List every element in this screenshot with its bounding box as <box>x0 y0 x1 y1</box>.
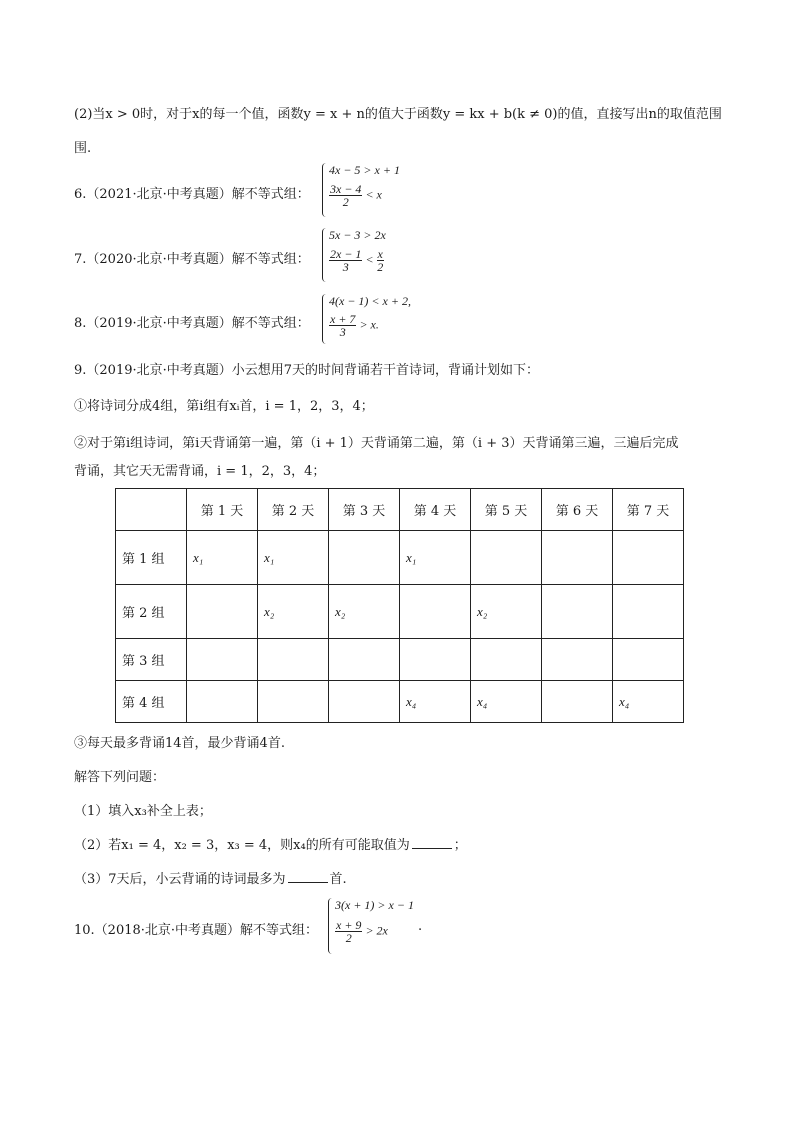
q9-step2-line1: ②对于第i组诗词，第i天背诵第一遍，第（i + 1）天背诵第二遍，第（i + 3）天背诵第三遍，三遍后完成 <box>74 436 679 451</box>
q9-sub3 <box>74 868 347 887</box>
q6-brace <box>322 163 328 217</box>
q7-ineq2-num: 2x − 1 <box>330 247 362 261</box>
table-row-label: 第 1 组 <box>116 531 187 585</box>
q7-ineq2-mid: < <box>365 252 374 267</box>
table-cell <box>329 639 400 681</box>
table-cell <box>258 639 329 681</box>
q7-prefix: 7.（2020·北京·中考真题）解不等式组： <box>74 252 310 267</box>
table-cell: x₁ <box>258 531 329 585</box>
recitation-plan-table <box>115 488 684 723</box>
q7-brace <box>322 228 328 282</box>
table-cell: x₁ <box>400 531 471 585</box>
table-cell <box>329 681 400 723</box>
q5-part2-line2: 围. <box>74 141 92 156</box>
q6-ineq2 <box>329 183 382 208</box>
table-cell <box>613 585 684 639</box>
table-cell <box>542 585 613 639</box>
table-cell <box>400 639 471 681</box>
q9-step2-line2: 背诵，其它天无需背诵，i = 1，2，3，4； <box>74 464 326 479</box>
table-cell: x₂ <box>471 585 542 639</box>
table-header-cell: 第 4 天 <box>400 489 471 531</box>
q9-step1: ①将诗词分成4组，第i组有xᵢ首，i = 1，2，3，4； <box>74 399 374 414</box>
table-cell: x₂ <box>258 585 329 639</box>
table-header-cell: 第 3 天 <box>329 489 400 531</box>
table-row <box>116 531 684 585</box>
q9-sub3-end: 首. <box>329 872 347 887</box>
table-header-cell: 第 7 天 <box>613 489 684 531</box>
q8-ineq1: 4(x − 1) < x + 2, <box>329 294 411 308</box>
q7-ineq2-rnum: x <box>377 247 383 261</box>
table-cell <box>471 531 542 585</box>
table-cell: x₄ <box>400 681 471 723</box>
table-cell <box>187 681 258 723</box>
table-cell <box>613 639 684 681</box>
q8-ineq2-rest: > x. <box>359 317 379 332</box>
table-cell <box>613 531 684 585</box>
q8-brace <box>322 294 328 344</box>
table-cell <box>400 585 471 639</box>
table-row-label: 第 4 组 <box>116 681 187 723</box>
q10-brace <box>328 898 334 954</box>
q10-ineq2 <box>335 919 388 944</box>
table-cell <box>542 639 613 681</box>
table-cell: x₂ <box>329 585 400 639</box>
answer-blank[interactable] <box>412 848 452 849</box>
table-cell <box>258 681 329 723</box>
q7-ineq2 <box>329 248 384 273</box>
q9-sub2-end: ； <box>453 838 467 853</box>
q10-ineq2-den: 2 <box>345 931 352 945</box>
q6-ineq2-den: 2 <box>342 195 349 209</box>
table-header-cell <box>116 489 187 531</box>
table-header-cell: 第 2 天 <box>258 489 329 531</box>
q9-step3: ③每天最多背诵14首，最少背诵4首. <box>74 736 285 751</box>
table-cell: x₄ <box>613 681 684 723</box>
table-cell <box>542 681 613 723</box>
table-cell <box>542 531 613 585</box>
table-header-row <box>116 489 684 531</box>
q10-ineq2-rest: > 2x <box>365 923 388 938</box>
answer-blank[interactable] <box>288 882 328 883</box>
table-row-label: 第 2 组 <box>116 585 187 639</box>
table-row <box>116 639 684 681</box>
table-header-cell: 第 1 天 <box>187 489 258 531</box>
q5-part2-line1: (2)当x > 0时，对于x的每一个值，函数y = x + n的值大于函数y = kx + b(k ≠ 0)的值，直接写出n的取值范围 <box>74 107 722 122</box>
table-row <box>116 681 684 723</box>
q10-ineq2-num: x + 9 <box>336 918 362 932</box>
q9-sub1: （1）填入x₃补全上表； <box>74 804 212 819</box>
q9-intro: 9.（2019·北京·中考真题）小云想用7天的时间背诵若干首诗词，背诵计划如下： <box>74 363 540 378</box>
table-cell <box>187 639 258 681</box>
q9-sub3-text: （3）7天后，小云背诵的诗词最多为 <box>74 872 286 887</box>
q8-ineq2 <box>329 313 379 338</box>
q8-prefix: 8.（2019·北京·中考真题）解不等式组： <box>74 316 310 331</box>
table-header-cell: 第 6 天 <box>542 489 613 531</box>
q7-ineq2-den: 3 <box>342 260 349 274</box>
table-cell <box>471 639 542 681</box>
q10-prefix: 10.（2018·北京·中考真题）解不等式组： <box>74 923 319 938</box>
table-row <box>116 585 684 639</box>
q8-ineq2-den: 3 <box>339 325 346 339</box>
q9-answer-prompt: 解答下列问题： <box>74 770 166 785</box>
q6-ineq2-rest: < x <box>365 187 382 202</box>
q6-ineq1: 4x − 5 > x + 1 <box>329 163 400 177</box>
table-cell: x₁ <box>187 531 258 585</box>
q6-prefix: 6.（2021·北京·中考真题）解不等式组： <box>74 187 310 202</box>
q7-ineq1: 5x − 3 > 2x <box>329 228 386 242</box>
table-cell <box>329 531 400 585</box>
table-cell: x₄ <box>471 681 542 723</box>
q8-ineq2-num: x + 7 <box>330 312 356 326</box>
q9-sub2 <box>74 834 467 853</box>
q6-ineq2-num: 3x − 4 <box>330 182 362 196</box>
q10-suffix: . <box>418 919 423 934</box>
table-header-cell: 第 5 天 <box>471 489 542 531</box>
q10-ineq1: 3(x + 1) > x − 1 <box>335 898 414 912</box>
table-row-label: 第 3 组 <box>116 639 187 681</box>
q7-ineq2-rden: 2 <box>377 260 384 274</box>
table-cell <box>187 585 258 639</box>
q9-sub2-text: （2）若x₁ = 4，x₂ = 3，x₃ = 4，则x₄的所有可能取值为 <box>74 838 410 853</box>
